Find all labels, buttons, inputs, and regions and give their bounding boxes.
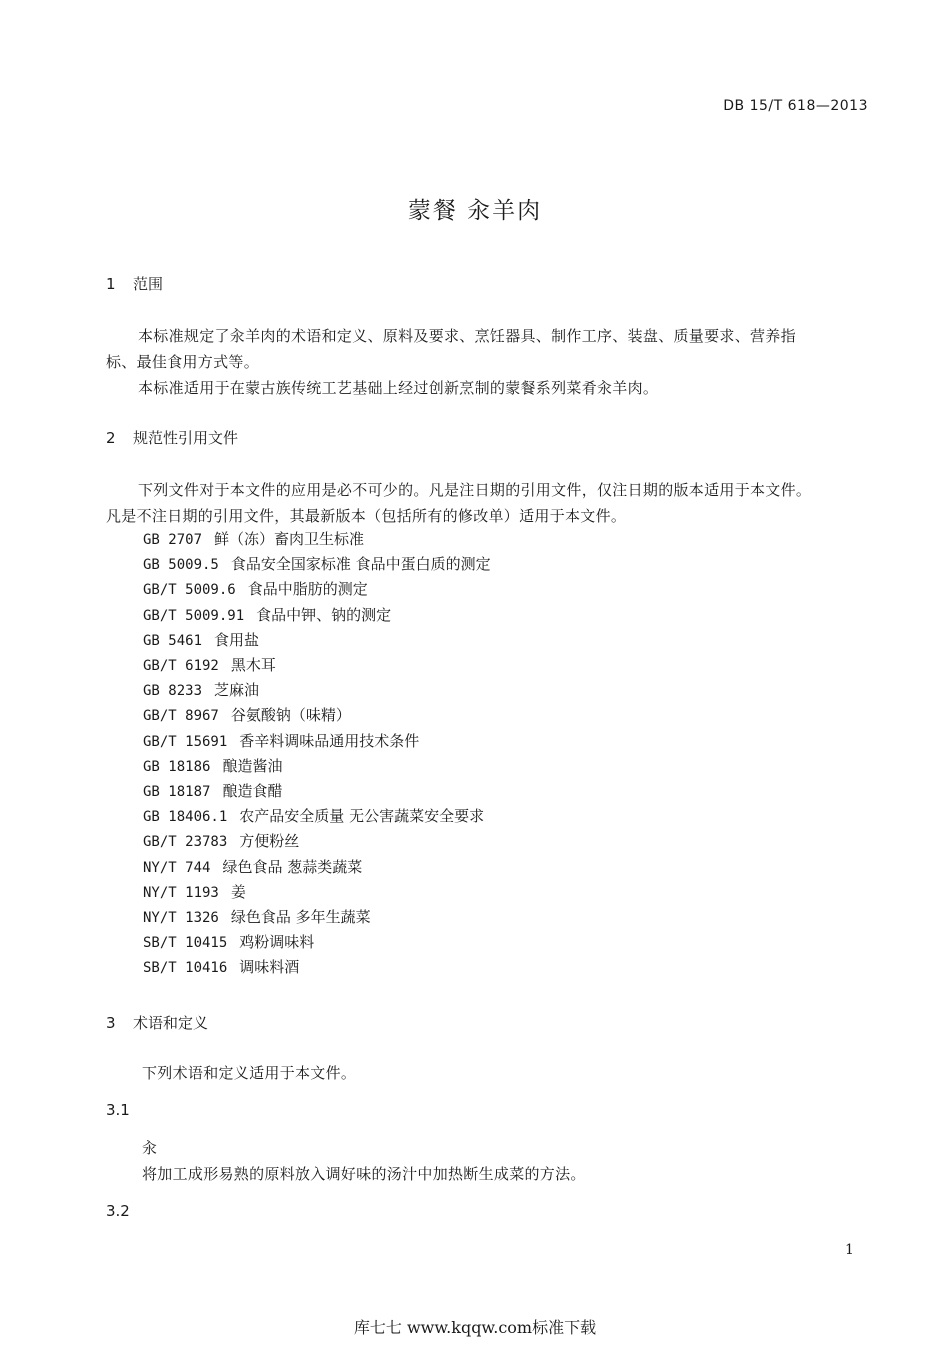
reference-title: 绿色食品 葱蒜类蔬菜 xyxy=(222,857,363,876)
clause-3-2-number: 3.2 xyxy=(106,1202,130,1220)
reference-item xyxy=(143,931,314,952)
reference-code: GB 18186 xyxy=(143,758,211,775)
reference-item xyxy=(143,805,484,826)
reference-code: NY/T 1193 xyxy=(143,884,219,901)
reference-item xyxy=(143,528,364,549)
term-definition: 将加工成形易熟的原料放入调好味的汤汁中加热断生成菜的方法。 xyxy=(142,1165,586,1183)
reference-item xyxy=(143,956,299,977)
references-intro-line-1: 下列文件对于本文件的应用是必不可少的。凡是注日期的引用文件，仅注日期的版本适用于本文件。 xyxy=(138,481,812,499)
section-3-heading xyxy=(106,1012,208,1033)
reference-code: NY/T 1326 xyxy=(143,910,219,926)
reference-item xyxy=(143,730,419,751)
references-intro-line-2: 凡是不注日期的引用文件，其最新版本（包括所有的修改单）适用于本文件。 xyxy=(106,507,627,525)
reference-code: SB/T 10415 xyxy=(143,935,228,952)
reference-title: 食品中脂肪的测定 xyxy=(247,580,368,599)
reference-title: 姜 xyxy=(230,882,246,901)
section-number: 2 xyxy=(106,429,116,447)
reference-title: 酿造酱油 xyxy=(222,756,283,775)
reference-code: GB/T 5009.91 xyxy=(143,607,245,624)
reference-title: 绿色食品 多年生蔬菜 xyxy=(230,908,371,926)
reference-title: 鸡粉调味料 xyxy=(239,933,315,952)
reference-item xyxy=(143,679,259,700)
reference-item xyxy=(143,780,282,801)
section-title: 规范性引用文件 xyxy=(133,429,239,447)
reference-title: 鲜（冻）畜肉卫生标准 xyxy=(214,530,365,548)
standard-code: DB 15/T 618—2013 xyxy=(723,98,868,114)
document-title: 蒙餐 汆羊肉 xyxy=(407,198,543,224)
clause-3-1-number: 3.1 xyxy=(106,1101,130,1119)
reference-item xyxy=(143,830,299,851)
reference-title: 食品安全国家标准 食品中蛋白质的测定 xyxy=(230,555,491,574)
reference-title: 酿造食醋 xyxy=(222,782,283,800)
reference-item xyxy=(143,881,246,902)
term-cuan: 汆 xyxy=(142,1139,158,1157)
reference-item xyxy=(143,578,368,599)
reference-code: GB 8233 xyxy=(143,683,203,700)
footer-watermark: 库七七 www.kqqw.com标准下载 xyxy=(353,1318,597,1337)
reference-code: GB 2707 xyxy=(143,532,203,548)
reference-code: GB 5009.5 xyxy=(143,557,219,574)
reference-code: GB 5461 xyxy=(143,632,203,649)
scope-paragraph-line-1: 本标准规定了汆羊肉的术语和定义、原料及要求、烹饪器具、制作工序、装盘、质量要求、营养指 xyxy=(138,327,796,345)
reference-code: GB 18187 xyxy=(143,784,211,800)
reference-item xyxy=(143,629,259,650)
reference-title: 食用盐 xyxy=(214,630,260,649)
reference-item xyxy=(143,755,282,776)
reference-title: 食品中钾、钠的测定 xyxy=(256,605,392,624)
page-number: 1 xyxy=(845,1242,854,1258)
reference-code: SB/T 10416 xyxy=(143,960,228,977)
reference-title: 方便粉丝 xyxy=(239,832,300,851)
reference-title: 芝麻油 xyxy=(214,681,260,700)
reference-title: 谷氨酸钠（味精） xyxy=(230,706,351,725)
reference-title: 黑木耳 xyxy=(230,656,276,674)
reference-code: GB 18406.1 xyxy=(143,809,228,826)
reference-code: GB/T 8967 xyxy=(143,708,219,725)
section-title: 术语和定义 xyxy=(133,1014,209,1032)
reference-item xyxy=(143,704,351,725)
reference-item xyxy=(143,604,391,625)
reference-item xyxy=(143,553,491,574)
reference-code: GB/T 15691 xyxy=(143,733,228,750)
reference-title: 调味料酒 xyxy=(239,958,300,977)
reference-code: GB/T 23783 xyxy=(143,834,228,851)
section-number: 3 xyxy=(106,1014,116,1032)
reference-code: GB/T 5009.6 xyxy=(143,582,236,599)
section-1-heading xyxy=(106,273,163,294)
terms-intro: 下列术语和定义适用于本文件。 xyxy=(142,1064,357,1082)
reference-item xyxy=(143,654,276,675)
section-number: 1 xyxy=(106,275,116,293)
reference-code: GB/T 6192 xyxy=(143,658,219,674)
scope-paragraph-line-2: 标、最佳食用方式等。 xyxy=(106,353,260,371)
reference-title: 香辛料调味品通用技术条件 xyxy=(239,731,420,750)
scope-applicability: 本标准适用于在蒙古族传统工艺基础上经过创新烹制的蒙餐系列菜肴汆羊肉。 xyxy=(138,379,659,397)
section-title: 范围 xyxy=(133,275,164,293)
reference-item xyxy=(143,906,371,927)
section-2-heading xyxy=(106,427,238,448)
reference-title: 农产品安全质量 无公害蔬菜安全要求 xyxy=(239,807,485,826)
reference-code: NY/T 744 xyxy=(143,859,211,876)
reference-item xyxy=(143,856,362,877)
